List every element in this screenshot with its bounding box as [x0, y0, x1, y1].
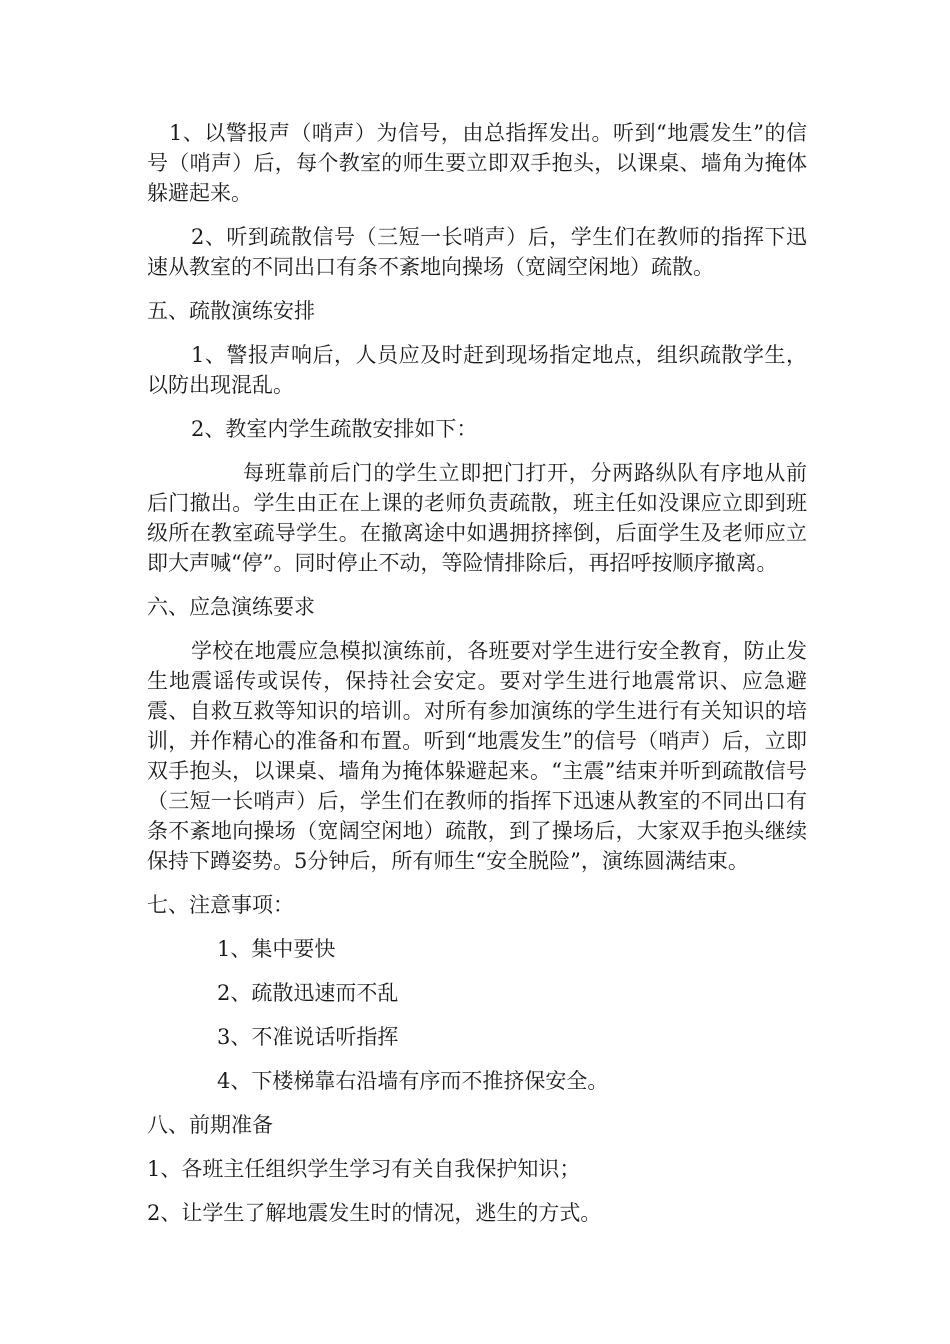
paragraph-classroom-arrangement: 2、教室内学生疏散安排如下：	[191, 417, 478, 441]
paragraph-alarm-signal: 1、以警报声（哨声）为信号，由总指挥发出。听到“地震发生”的信号（哨声）后，每个教室的师生要立即双手抱头，以课桌、墙角为掩体躲避起来。	[147, 121, 807, 205]
paragraph-drill-requirements: 学校在地震应急模拟演练前，各班要对学生进行安全教育，防止发生地震谣传或误传，保持社会安定。要对学生进行地震常识、应急避震、自救互救等知识的培训。对所有参加演练的学生进行有关知识的培训，并作精心的准备和布置。听到“地震发生”的信号（哨声）后，立即双手抱头，以课桌、墙角为掩体躲避起来。“主震”结束并听到疏散信号（三短一长哨声）后，学生们在教师的指挥下迅速从教室的不同出口有条不紊地向操场（宽阔空闲地）疏散，到了操场后，大家双手抱头继续保持下蹲姿势。5分钟后，所有师生“安全脱险”，演练圆满结束。	[147, 639, 807, 873]
paragraph-classroom-details: 每班靠前后门的学生立即把门打开，分两路纵队有序地从前后门撤出。学生由正在上课的老师负责疏散，班主任如没课应立即到班级所在教室疏导学生。在撤离途中如遇拥挤摔倒，后面学生及老师应立即大声喊“停”。同时停止不动，等险情排除后，再招呼按顺序撤离。	[147, 461, 807, 575]
preparation-item: 2、让学生了解地震发生时的情况，逃生的方式。	[147, 1201, 602, 1225]
precaution-item: 3、不准说话听指挥	[217, 1025, 399, 1049]
preparation-item: 1、各班主任组织学生学习有关自我保护知识；	[147, 1157, 581, 1181]
section-heading-drill-requirements: 六、应急演练要求	[147, 595, 315, 619]
paragraph-alarm-response: 1、警报声响后，人员应及时赶到现场指定地点，组织疏散学生，以防出现混乱。	[147, 343, 807, 397]
precaution-item: 1、集中要快	[217, 937, 336, 961]
precaution-item: 2、疏散迅速而不乱	[217, 981, 399, 1005]
precaution-item: 4、下楼梯靠右沿墙有序而不推挤保安全。	[217, 1069, 609, 1093]
section-heading-precautions: 七、注意事项：	[147, 893, 294, 917]
section-heading-preparation: 八、前期准备	[147, 1113, 273, 1137]
section-heading-evacuation-drill: 五、疏散演练安排	[147, 299, 315, 323]
document-page	[147, 118, 807, 1228]
paragraph-evacuation-signal: 2、听到疏散信号（三短一长哨声）后，学生们在教师的指挥下迅速从教室的不同出口有条不紊地向操场（宽阔空闲地）疏散。	[147, 225, 807, 279]
